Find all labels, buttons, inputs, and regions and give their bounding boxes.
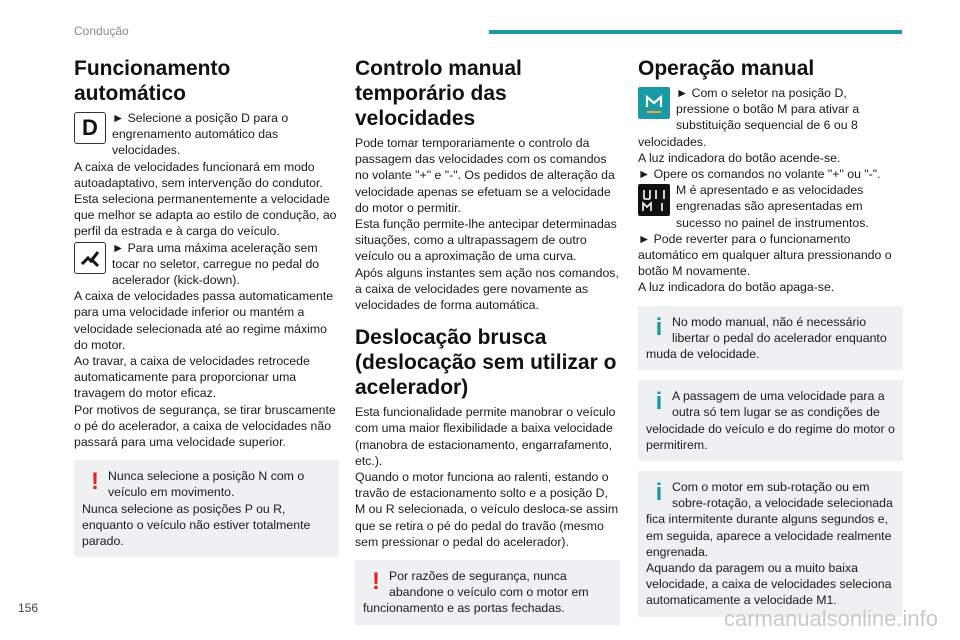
text-return-auto: Após alguns instantes sem ação nos comandos, a caixa de velocidades gere novamente as velocidades de forma automática. — [355, 265, 619, 313]
column-manual-temporary — [355, 56, 620, 625]
page-number: 156 — [18, 601, 39, 615]
text-steering-controls: Pode tomar temporariamente o controlo da passagem das velocidades com os comandos no volante "+" e "-". Os pedidos de alteração da velocidade apenas se efetuam se a velocidade do motor o permitir. — [355, 136, 615, 215]
info-text-accelerator: No modo manual, não é necessário libertar o pedal do acelerador enquanto muda de velocidade. — [646, 314, 887, 362]
text-anticipate: Esta função permite-lhe antecipar determinadas situações, como a ultrapassagem de outro veículo ou a aproximação de uma curva. — [355, 217, 617, 264]
text-downshift: A caixa de velocidades passa automaticamente para uma velocidade inferior ou mantém a velocidade selecionada até ao regime máximo do motor. — [74, 289, 334, 352]
text-creep-purpose: Esta funcionalidade permite manobrar o veículo com uma maior flexibilidade a baixa velocidade (manobra de estacionamento, engarrafamento, etc.). — [355, 405, 616, 468]
text-select-d: ► Selecione a posição D para o engrenamento automático das velocidades. — [112, 111, 289, 158]
column-manual-operation — [638, 56, 903, 617]
paragraph-press-m — [638, 85, 903, 150]
heading-temporary-control: Controlo manual temporário das velocidades — [355, 57, 522, 130]
column-automatic — [74, 56, 339, 557]
info-text-m1: Aquando da paragem ou a muito baixa velocidade, a caixa de velocidades seleciona automaticamente a velocidade M1. — [646, 561, 892, 608]
watermark: carmanualsonline.info — [723, 606, 938, 631]
paragraph-kickdown — [74, 240, 339, 289]
text-display: M é apresentado e as velocidades engrenadas são apresentadas em sucesso no painel de instrumentos. — [676, 183, 869, 230]
warning-text-n: Nunca selecione a posição N com o veículo em movimento. — [108, 469, 305, 500]
info-text-conditions: A passagem de uma velocidade para a outra só tem lugar se as condições de velocidade do veículo e do regime do motor o permitirem. — [646, 389, 895, 452]
text-light-off: A luz indicadora do botão apaga-se. — [638, 280, 835, 295]
info-box-conditions — [638, 380, 903, 461]
info-icon: i — [655, 313, 663, 341]
text-light-on: A luz indicadora do botão acende-se. — [638, 150, 841, 165]
text-press-m: ► Com o seletor na posição D, pressione o botão M para ativar a substituição sequencial de 6 ou 8 velocidades. — [638, 86, 860, 149]
paragraph-display — [638, 182, 903, 231]
info-icon: i — [655, 388, 663, 416]
heading-creep: Deslocação brusca (deslocação sem utilizar o acelerador) — [355, 326, 617, 400]
info-box-accelerator — [638, 306, 903, 371]
heading-automatic: Funcionamento automático — [74, 57, 231, 105]
header-accent-bar — [489, 30, 902, 34]
text-kickdown: ► Para uma máxima aceleração sem tocar no seletor, carregue no pedal do acelerador (kick-down). — [112, 240, 320, 288]
paragraph-select-d — [74, 110, 339, 159]
section-label: Condução — [74, 24, 129, 38]
info-box-rpm — [638, 471, 903, 617]
text-revert: ► Pode reverter para o funcionamento automático em qualquer altura pressionando o botão M novamente. — [638, 231, 892, 279]
warning-box — [74, 460, 339, 557]
gear-display-icon — [638, 184, 670, 216]
warning-text-engine: Por razões de segurança, nunca abandone o veículo com o motor em funcionamento e as portas fechadas. — [363, 569, 589, 616]
text-braking: Ao travar, a caixa de velocidades retrocede automaticamente para proporcionar uma travagem do motor eficaz. — [74, 354, 310, 401]
text-selects-gear: Esta seleciona permanentemente a velocidade que melhor se adapta ao estilo de condução, ao perfil da estrada e à carga do veículo. — [74, 192, 337, 239]
text-operate-controls: ► Opere os comandos no volante "+" ou "-". — [638, 167, 881, 182]
text-safety: Por motivos de segurança, se tirar bruscamente o pé do acelerador, a caixa de velocidades não passará para uma velocidade superior. — [74, 402, 336, 450]
text-creep-conditions: Quando o motor funciona ao ralenti, estando o travão de estacionamento solto e a posição D, M ou R selecionada, o veículo desloca-se assim que se retira o pé do pedal do travão (mesmo sem pressionar o pedal do acelerador). — [355, 470, 619, 549]
text-autoadaptive: A caixa de velocidades funcionará em modo autoadaptativo, sem intervenção do condutor. — [74, 159, 323, 190]
m-button-icon — [638, 87, 670, 119]
info-text-rpm: Com o motor em sub-rotação ou em sobre-rotação, a velocidade selecionada fica intermitente durante alguns segundos e, em seguida, aparece a velocidade realmente engrenada. — [646, 480, 893, 559]
warning-text-pr: Nunca selecione as posições P ou R, enquanto o veículo não estiver totalmente parado. — [82, 501, 311, 549]
heading-manual-operation: Operação manual — [638, 57, 815, 80]
gear-d-icon: D — [74, 112, 106, 144]
kickdown-pedal-icon — [74, 242, 106, 274]
info-icon: i — [655, 479, 663, 507]
warning-icon: ! — [91, 468, 99, 496]
warning-box-creep — [355, 560, 620, 625]
warning-icon: ! — [372, 568, 380, 596]
